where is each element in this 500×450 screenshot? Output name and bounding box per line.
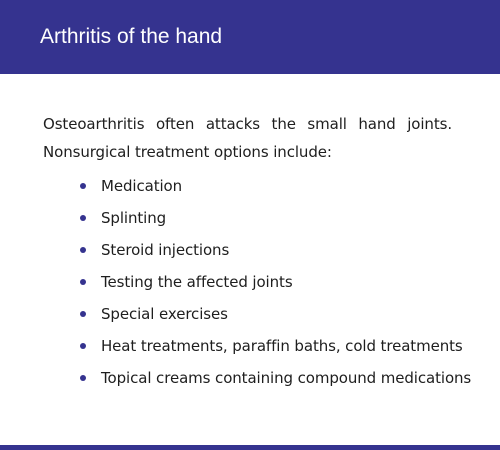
list-item-text: Steroid injections [101, 241, 230, 259]
bullet-icon [80, 215, 86, 221]
list-item [43, 202, 452, 234]
page-title: Arthritis of the hand [40, 25, 223, 48]
treatment-options-list [43, 170, 472, 394]
list-item [43, 234, 452, 266]
slide-body [43, 110, 472, 394]
list-item-text: Topical creams containing compound medications [101, 369, 472, 387]
list-item-text: Splinting [101, 209, 167, 227]
intro-paragraph: Osteoarthritis often attacks the small hand joints. Nonsurgical treatment options include: [43, 115, 452, 161]
list-item [43, 362, 472, 394]
list-item [43, 330, 463, 362]
list-item-text: Special exercises [101, 305, 228, 323]
bullet-icon [80, 375, 86, 381]
list-item-text: Testing the affected joints [101, 273, 293, 291]
list-item-text: Heat treatments, paraffin baths, cold treatments [101, 337, 463, 355]
list-item-text: Medication [101, 177, 183, 195]
bullet-icon [80, 343, 86, 349]
bullet-icon [80, 311, 86, 317]
title-banner [0, 0, 500, 74]
list-item [43, 170, 452, 202]
list-item [43, 266, 452, 298]
bullet-icon [80, 247, 86, 253]
list-item [43, 298, 452, 330]
bullet-icon [80, 279, 86, 285]
footer-bar [0, 445, 500, 450]
bullet-icon [80, 183, 86, 189]
